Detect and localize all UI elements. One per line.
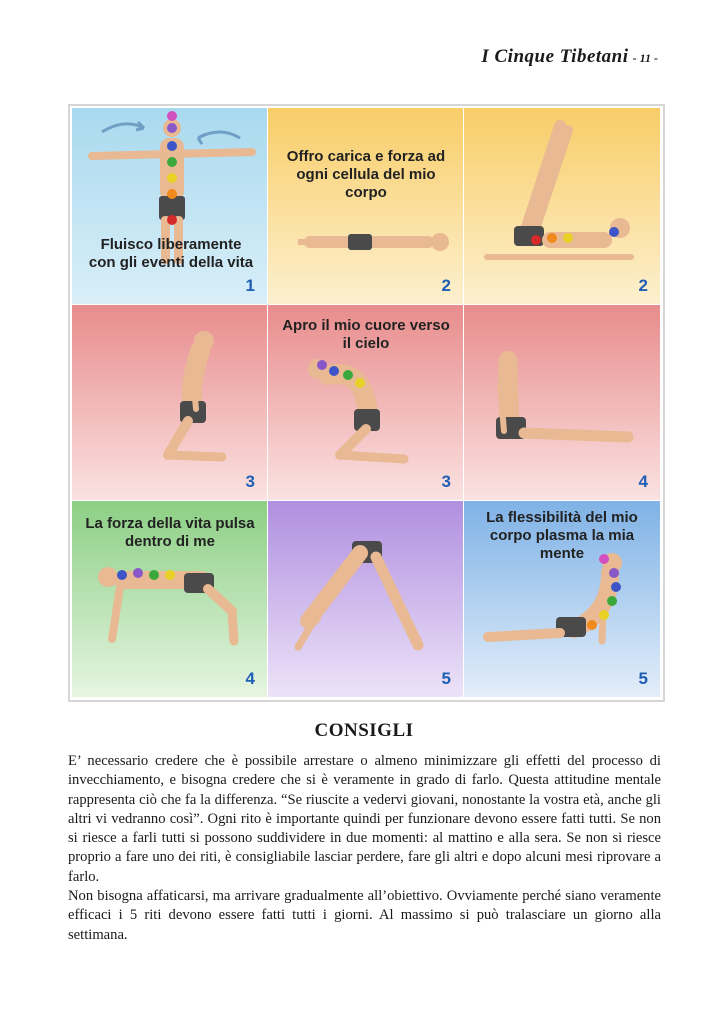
- figure-seated-legs-extended: [464, 305, 661, 501]
- rite-number: 4: [245, 669, 255, 688]
- paragraph: E’ necessario credere che è possibile arrestare o almeno minimizzare gli effetti del processo di invecchiamento, e bisogna credere che si è veramente in grado di farlo. Questa attitudine mentale rappresenta ciò che fa la differenza. “Se riuscite a vedervi giovani, nonostante la vostra età, anche gli altri vi vedranno così”. Ogni rito è importante quindi per funzionare devono essere fatti tutti. Se non si riesce a farli tutti si possono suddividere in due momenti: al mattino e alla sera. Se non si riesce proprio a fare uno dei riti, è consigliabile lasciar perdere, fare gli altri e dopo alcuni mesi riprovare a farlo.: [68, 753, 661, 885]
- tibetan-rites-illustration: [68, 104, 665, 702]
- figure-inverted-v: [268, 501, 464, 698]
- panel-rite-4-start: [464, 305, 661, 501]
- panel-caption: La forza della vita pulsa dentro di me: [85, 515, 255, 550]
- rite-number: 2: [441, 276, 451, 295]
- panel-caption: Fluisco liberamente con gli eventi della vita: [88, 236, 254, 271]
- panel-rite-3-backbend: [268, 305, 464, 501]
- rite-number: 4: [638, 472, 648, 491]
- section-heading: CONSIGLI: [314, 720, 414, 741]
- panel-caption: Apro il mio cuore verso il cielo: [282, 317, 450, 352]
- document-title: I Cinque Tibetani: [481, 46, 629, 67]
- rite-number: 5: [638, 669, 648, 688]
- panel-rite-2-start: [268, 108, 464, 305]
- panel-caption: La flessibilità del mio corpo plasma la mia mente: [486, 509, 638, 562]
- rite-number: 2: [638, 276, 648, 295]
- figure-lying-flat: [268, 108, 464, 305]
- panel-rite-5-up: [464, 501, 661, 698]
- rite-number: 5: [441, 669, 451, 688]
- figure-kneeling-upright: [72, 305, 268, 501]
- panel-rite-3-start: [72, 305, 268, 501]
- body-text: [68, 752, 661, 945]
- panel-rite-4-table: [72, 501, 268, 698]
- panel-caption: Offro carica e forza ad ogni cellula del mio corpo: [286, 148, 446, 201]
- page-header: [481, 46, 658, 68]
- rite-number: 3: [245, 472, 255, 491]
- panel-rite-1: [72, 108, 268, 305]
- rite-number: 3: [441, 472, 451, 491]
- page-number: - 11 -: [632, 51, 658, 65]
- figure-standing-arms-out: [72, 108, 268, 305]
- paragraph: Non bisogna affaticarsi, ma arrivare gradualmente all’obiettivo. Ovviamente perché siano veramente efficaci i 5 riti devono essere fatti tutti i giorni. Al massimo si può tralasciare un giorno alla settimana.: [68, 888, 661, 943]
- rite-number: 1: [245, 276, 255, 295]
- figure-legs-raised: [464, 108, 661, 305]
- panel-rite-2-legs-up: [464, 108, 661, 305]
- panel-rite-5-down: [268, 501, 464, 698]
